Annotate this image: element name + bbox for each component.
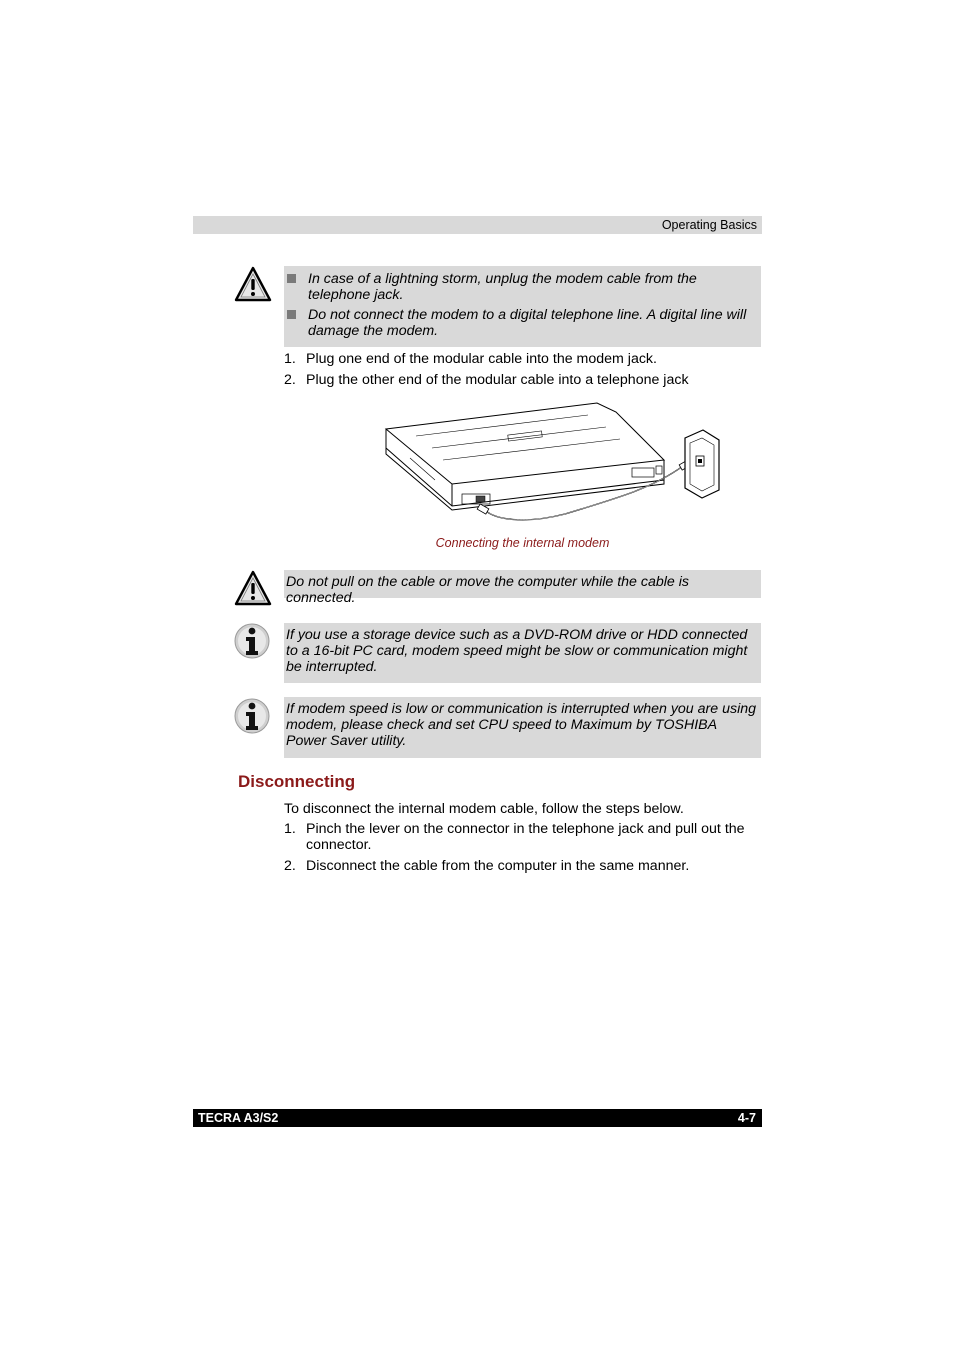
warning-box-lightning (284, 266, 761, 347)
step-text: Plug the other end of the modular cable into a telephone jack (306, 372, 689, 388)
figure-caption: Connecting the internal modem (435, 536, 610, 550)
intro-paragraph: To disconnect the internal modem cable, follow the steps below. (284, 801, 684, 817)
warning-text: Do not pull on the cable or move the computer while the cable is connected. (286, 574, 689, 606)
info-icon (233, 697, 271, 735)
warning-box-cable (284, 570, 761, 606)
running-header (193, 216, 762, 234)
header-section-title: Operating Basics (661, 218, 757, 232)
step-number: 1. (284, 351, 296, 367)
footer-model: TECRA A3/S2 (198, 1111, 279, 1125)
info-text: If you use a storage device such as a DVD-ROM drive or HDD connected to a 16-bit PC card, modem speed might be slow or communication might be interrupted. (286, 627, 748, 675)
warning-icon (234, 570, 272, 608)
page-number: 4-7 (737, 1111, 756, 1125)
info-box-storage (284, 623, 761, 683)
laptop-modem-illustration (380, 398, 725, 528)
warning-bullet-text: Do not connect the modem to a digital telephone line. A digital line will damage the modem. (308, 307, 747, 339)
info-text: If modem speed is low or communication is interrupted when you are using modem, please check and set CPU speed to Maximum by TOSHIBA Power Saver utility. (286, 701, 756, 749)
step-number: 1. (284, 821, 296, 837)
warning-icon (234, 266, 272, 304)
step-number: 2. (284, 858, 296, 874)
step-text: Disconnect the cable from the computer in the same manner. (306, 858, 690, 874)
running-footer (193, 1109, 762, 1127)
step-number: 2. (284, 372, 296, 388)
info-box-cpu-speed (284, 697, 761, 758)
bullet-square-icon (287, 274, 296, 283)
step-text: Pinch the lever on the connector in the telephone jack and pull out the connector. (306, 821, 745, 853)
step-text: Plug one end of the modular cable into the modem jack. (306, 351, 657, 367)
info-icon (233, 622, 271, 660)
bullet-square-icon (287, 310, 296, 319)
section-heading: Disconnecting (238, 772, 356, 791)
warning-bullet-text: In case of a lightning storm, unplug the modem cable from the telephone jack. (308, 271, 697, 303)
